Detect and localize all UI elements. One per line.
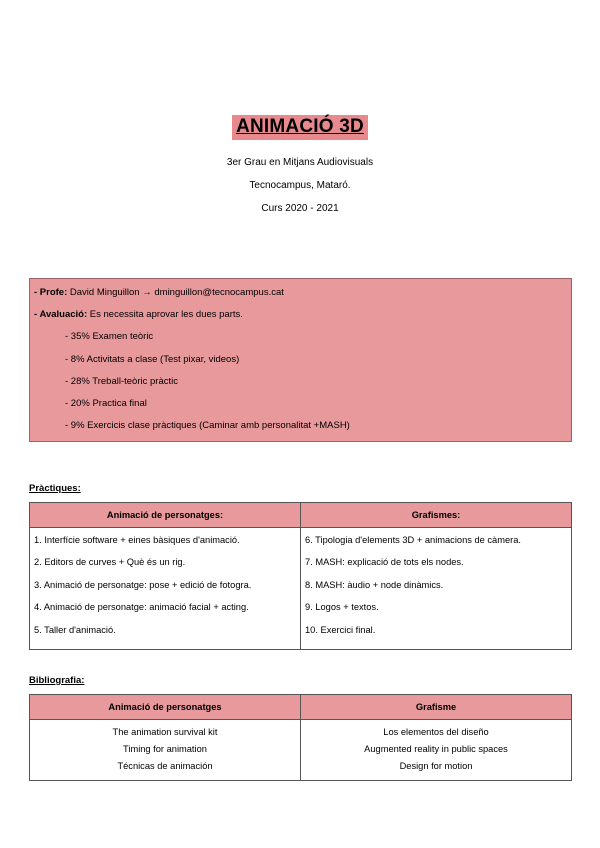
list-item: 10. Exercici final. <box>305 624 376 635</box>
bibliografia-table <box>29 694 572 781</box>
book-title: Design for motion <box>399 761 473 771</box>
avaluacio-value: Es necessita aprovar les dues parts. <box>87 309 243 321</box>
bibliografia-heading: Bibliografia: <box>29 675 85 686</box>
bibliografia-col2-header: Grafisme <box>301 695 572 720</box>
table-row <box>30 528 572 650</box>
book-title: The animation survival kit <box>112 727 218 737</box>
list-item: 9. Logos + textos. <box>305 602 379 613</box>
practiques-table <box>29 502 572 650</box>
evaluation-item: - 9% Exercicis clase pràctiques (Caminar amb personalitat +MASH) <box>65 420 350 432</box>
bibliografia-col2-cell <box>301 720 572 781</box>
bibliografia-col1-header: Animació de personatges <box>30 695 301 720</box>
profe-label: - Profe: <box>34 287 68 298</box>
practiques-heading: Pràctiques: <box>29 483 81 494</box>
evaluation-item: - 8% Activitats a clase (Test pixar, videos) <box>65 353 240 365</box>
table-header-row <box>30 695 572 720</box>
title-wrapper <box>0 115 600 140</box>
list-item: 5. Taller d'animació. <box>34 624 116 635</box>
course-info-box <box>29 278 572 442</box>
avaluacio-line <box>34 308 567 330</box>
evaluation-item: - 28% Treball-teòric pràctic <box>65 375 178 387</box>
bibliografia-col1-cell <box>30 720 301 781</box>
table-row <box>30 720 572 781</box>
avaluacio-label: - Avaluació: <box>34 309 88 321</box>
list-item: 4. Animació de personatge: animació facial + acting. <box>34 602 249 613</box>
list-item: 2. Editors de curves + Què és un rig. <box>34 557 186 568</box>
course-line: Curs 2020 - 2021 <box>261 203 339 214</box>
practiques-col1-header: Animació de personatges: <box>30 503 301 528</box>
list-item: 8. MASH: àudio + node dinàmics. <box>305 579 444 590</box>
evaluation-item: - 35% Examen teòric <box>65 331 154 343</box>
list-item: 3. Animació de personatge: pose + edició de fotogra. <box>34 579 252 590</box>
list-item: 1. Interfície software + eines bàsiques d'animació. <box>34 535 240 545</box>
degree-line: 3er Grau en Mitjans Audiovisuals <box>226 157 374 168</box>
document-title: ANIMACIÓ 3D <box>232 115 368 140</box>
practiques-col2-cell <box>301 528 572 650</box>
profe-line <box>34 286 567 308</box>
list-item: 6. Tipologia d'elements 3D + animacions de càmera. <box>305 535 521 545</box>
practiques-col2-header: Grafismes: <box>301 503 572 528</box>
evaluation-item: - 20% Practica final <box>65 397 147 409</box>
list-item: 7. MASH: explicació de tots els nodes. <box>305 557 464 568</box>
book-title: Augmented reality in public spaces <box>364 744 508 754</box>
profe-value: David Minguillon → dminguillon@tecnocampus.cat <box>67 287 284 298</box>
practiques-col1-cell <box>30 528 301 650</box>
book-title: Los elementos del diseño <box>383 727 489 737</box>
school-line: Tecnocampus, Mataró. <box>249 180 351 191</box>
book-title: Técnicas de animación <box>117 761 213 771</box>
book-title: Timing for animation <box>123 744 207 754</box>
table-header-row <box>30 503 572 528</box>
